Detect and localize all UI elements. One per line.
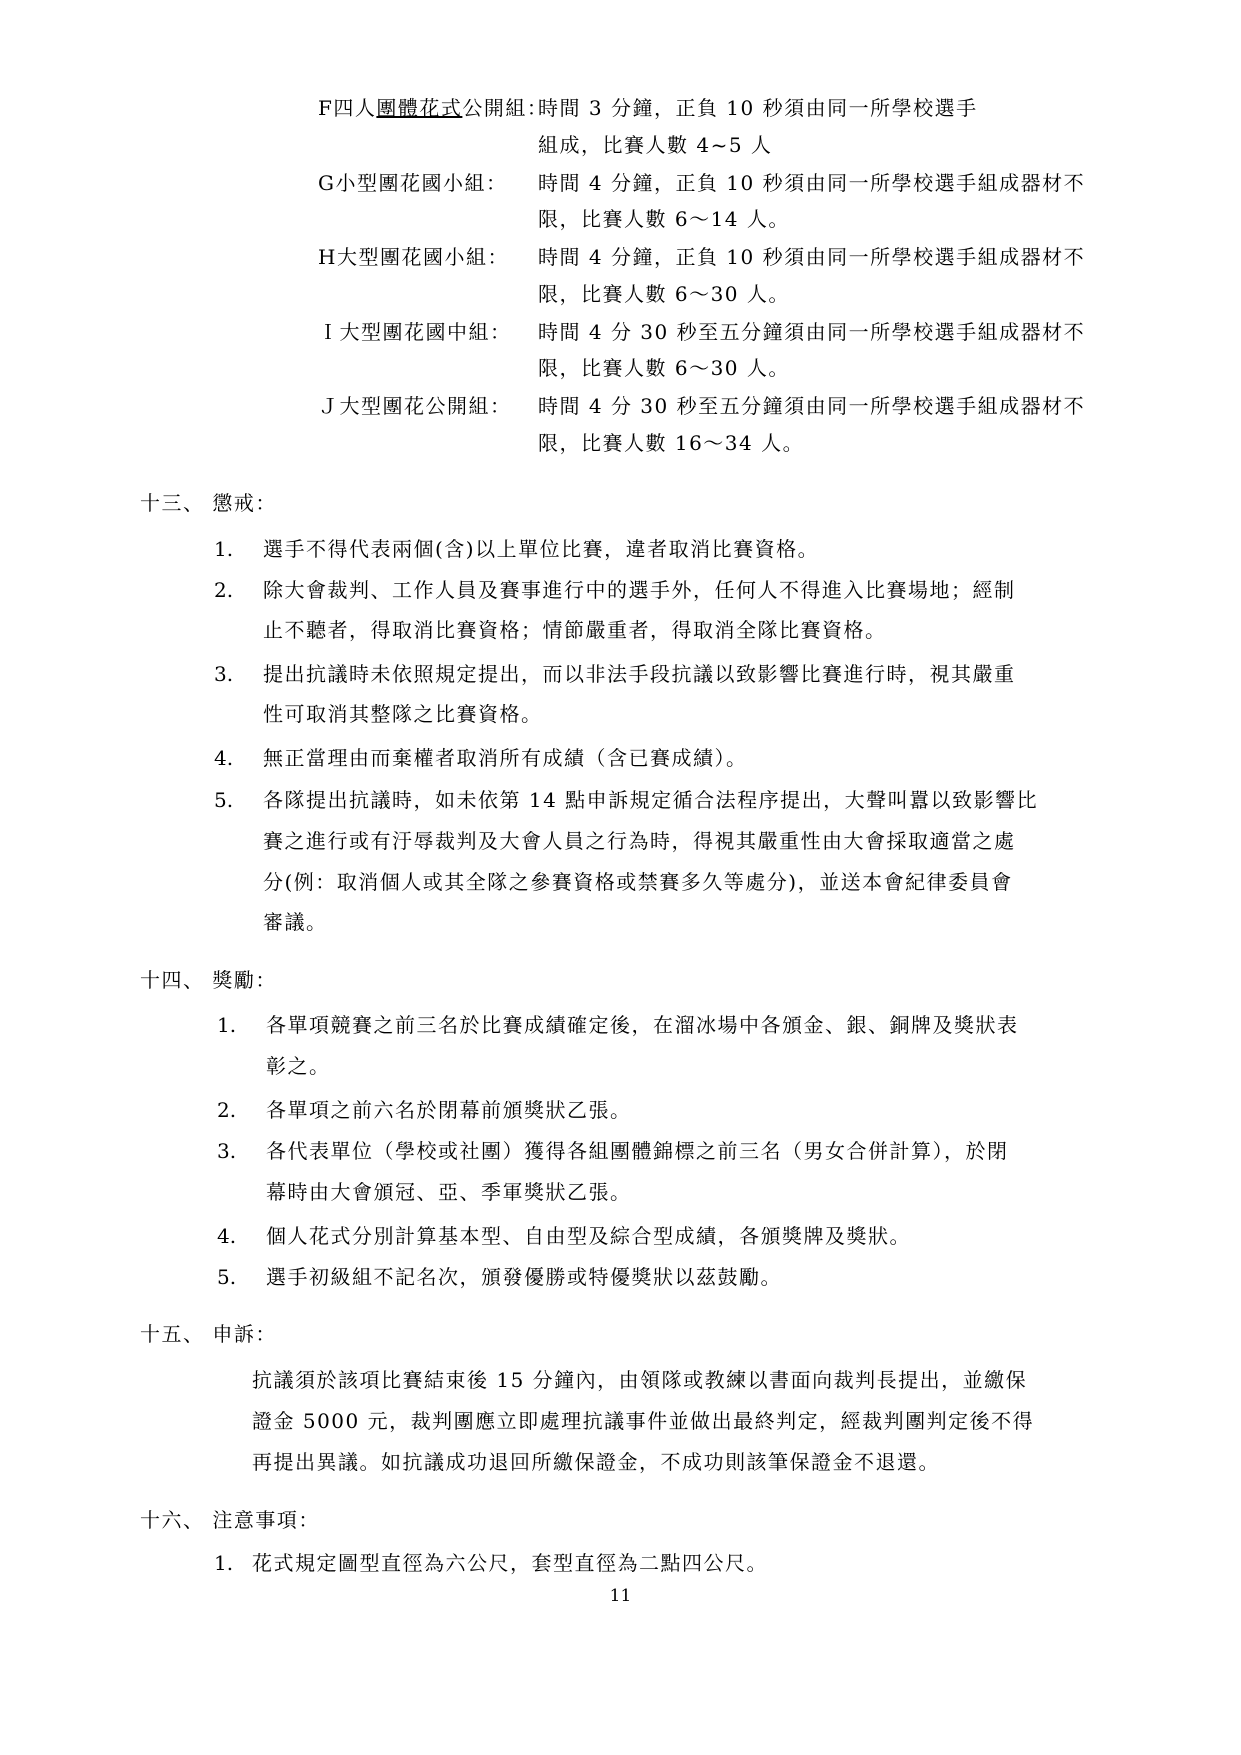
- s15-line-3: 再提出異議。如抗議成功退回所繳保證金，不成功則該筆保證金不退還。: [252, 1450, 940, 1474]
- s14-item-2-number: 2.: [217, 1098, 237, 1122]
- s13-item-2-line-1: 除大會裁判、工作人員及賽事進行中的選手外，任何人不得進入比賽場地；經制: [263, 578, 1016, 602]
- s14-item-1-number: 1.: [217, 1013, 237, 1037]
- s13-item-1-line-1: 選手不得代表兩個(含)以上單位比賽，違者取消比賽資格。: [263, 537, 820, 561]
- division-h-line2: 限，比賽人數 6～30 人。: [538, 282, 790, 306]
- s13-item-5-line-1: 各隊提出抗議時，如未依第 14 點申訴規定循合法程序提出，大聲叫囂以致影響比: [263, 788, 1039, 812]
- division-f-line2: 組成，比賽人數 4~5 人: [538, 133, 773, 157]
- s14-item-4-line-1: 個人花式分別計算基本型、自由型及綜合型成績，各頒獎牌及獎狀。: [266, 1224, 911, 1248]
- s14-item-2-line-1: 各單項之前六名於閉幕前頒獎狀乙張。: [266, 1098, 632, 1122]
- section-14-heading: 十四、 獎勵：: [140, 968, 277, 992]
- page-number: 11: [609, 1586, 632, 1606]
- division-h-line1: 時間 4 分鐘，正負 10 秒須由同一所學校選手組成器材不: [538, 245, 1086, 269]
- division-f-line1: 時間 3 分鐘，正負 10 秒須由同一所學校選手: [538, 96, 978, 120]
- section-15-heading: 十五、 申訴：: [140, 1322, 277, 1346]
- s13-item-5-line-2: 賽之進行或有汙辱裁判及大會人員之行為時，得視其嚴重性由大會採取適當之處: [263, 829, 1016, 853]
- s13-item-3-line-2: 性可取消其整隊之比賽資格。: [263, 702, 543, 726]
- division-i-line1: 時間 4 分 30 秒至五分鐘須由同一所學校選手組成器材不: [538, 320, 1086, 344]
- division-i-label: Ｉ大型團花國中組：: [318, 320, 512, 344]
- s16-item-1-number: 1.: [214, 1551, 234, 1575]
- s13-item-4-line-1: 無正當理由而棄權者取消所有成績（含已賽成績）。: [263, 746, 748, 770]
- s14-item-5-line-1: 選手初級組不記名次，頒發優勝或特優獎狀以茲鼓勵。: [266, 1265, 782, 1289]
- s13-item-5-line-4: 審議。: [263, 910, 328, 934]
- s13-item-4-number: 4.: [214, 746, 234, 770]
- s14-item-1-line-1: 各單項競賽之前三名於比賽成績確定後，在溜冰場中各頒金、銀、銅牌及獎狀表: [266, 1013, 1019, 1037]
- section-13-heading: 十三、 懲戒：: [140, 491, 277, 515]
- s13-item-3-number: 3.: [214, 662, 234, 686]
- division-f-label: F四人團體花式公開組：: [318, 96, 549, 120]
- division-j-line2: 限，比賽人數 16～34 人。: [538, 431, 805, 455]
- s16-item-1-line-1: 花式規定圖型直徑為六公尺，套型直徑為二點四公尺。: [252, 1551, 768, 1575]
- division-g-line2: 限，比賽人數 6～14 人。: [538, 207, 790, 231]
- division-g-label: G小型團花國小組：: [318, 171, 508, 195]
- division-j-label: Ｊ大型團花公開組：: [318, 394, 512, 418]
- s13-item-1-number: 1.: [214, 537, 234, 561]
- division-i-line2: 限，比賽人數 6～30 人。: [538, 356, 790, 380]
- s14-item-4-number: 4.: [217, 1224, 237, 1248]
- s13-item-5-line-3: 分(例：取消個人或其全隊之參賽資格或禁賽多久等處分)，並送本會紀律委員會: [263, 870, 1013, 894]
- s14-item-5-number: 5.: [217, 1265, 237, 1289]
- s14-item-3-number: 3.: [217, 1139, 237, 1163]
- s14-item-3-line-1: 各代表單位（學校或社團）獲得各組團體錦標之前三名（男女合併計算），於閉: [266, 1139, 1009, 1163]
- s15-line-1: 抗議須於該項比賽結束後 15 分鐘內，由領隊或教練以書面向裁判長提出，並繳保: [252, 1368, 1028, 1392]
- s13-item-5-number: 5.: [214, 788, 234, 812]
- division-j-line1: 時間 4 分 30 秒至五分鐘須由同一所學校選手組成器材不: [538, 394, 1086, 418]
- s13-item-2-line-2: 止不聽者，得取消比賽資格；情節嚴重者，得取消全隊比賽資格。: [263, 618, 887, 642]
- division-h-label: H大型團花國小組：: [318, 245, 509, 269]
- division-g-line1: 時間 4 分鐘，正負 10 秒須由同一所學校選手組成器材不: [538, 171, 1086, 195]
- s13-item-2-number: 2.: [214, 578, 234, 602]
- s14-item-3-line-2: 幕時由大會頒冠、亞、季軍獎狀乙張。: [266, 1180, 632, 1204]
- s15-line-2: 證金 5000 元，裁判團應立即處理抗議事件並做出最終判定，經裁判團判定後不得: [252, 1409, 1035, 1433]
- s13-item-3-line-1: 提出抗議時未依照規定提出，而以非法手段抗議以致影響比賽進行時，視其嚴重: [263, 662, 1016, 686]
- section-16-heading: 十六、 注意事項：: [140, 1508, 320, 1532]
- s14-item-1-line-2: 彰之。: [266, 1054, 331, 1078]
